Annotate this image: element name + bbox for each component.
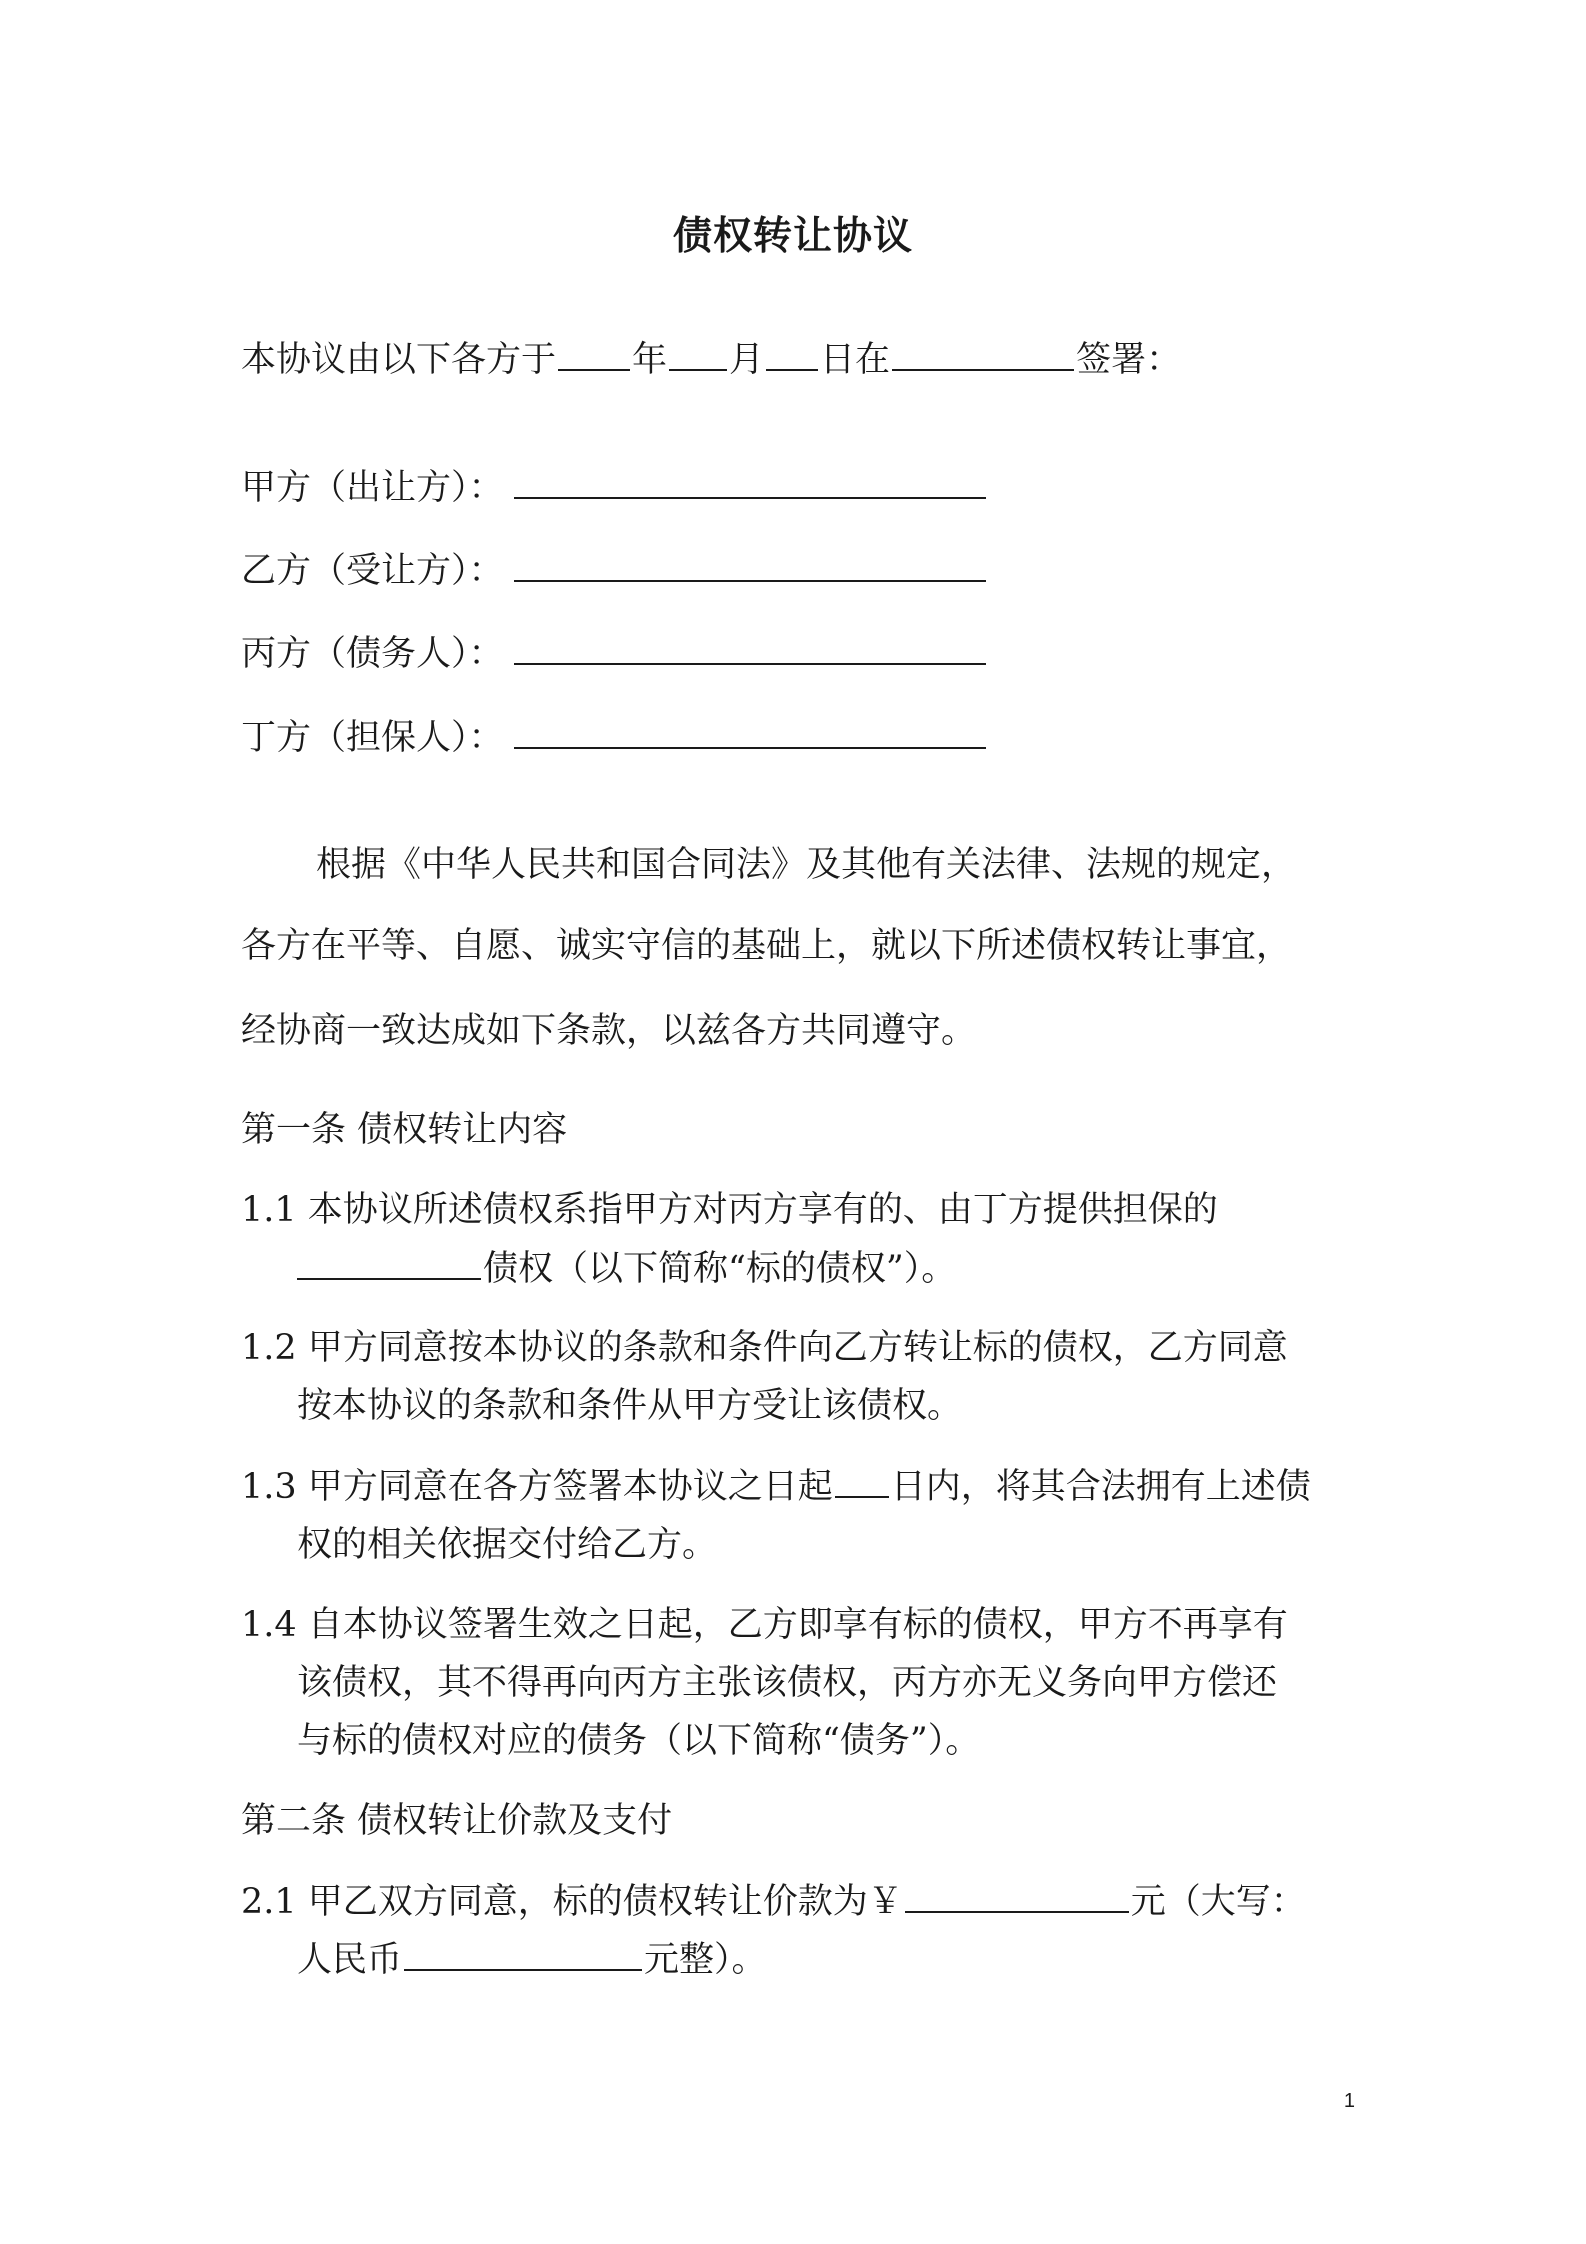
article-1-heading: 第一条 债权转让内容 [241, 1110, 568, 1150]
clause-1-3-line-2: 权的相关依据交付给乙方。 [297, 1525, 718, 1565]
party-line-b [241, 549, 986, 593]
intro-month: 月 [729, 340, 765, 380]
party-c-blank[interactable] [514, 633, 986, 665]
clause-2-1-text-d: 元整）。 [644, 1940, 767, 1980]
party-b-label: 乙方（受让方）： [241, 551, 504, 591]
clause-2-1-text-b: 元（大写： [1130, 1882, 1306, 1922]
clause-1-4-line-2: 该债权，其不得再向丙方主张该债权，丙方亦无义务向甲方偿还 [297, 1663, 1278, 1703]
preamble-line-1: 根据《中华人民共和国合同法》及其他有关法律、法规的规定， [316, 845, 1297, 885]
year-blank[interactable] [558, 339, 630, 371]
day-blank[interactable] [766, 339, 818, 371]
page-number: 1 [1343, 2090, 1355, 2112]
clause-1-3-text-b: 日内，将其合法拥有上述债 [890, 1467, 1311, 1507]
party-a-blank[interactable] [514, 467, 986, 499]
clause-1-3-text-a: 1.3 甲方同意在各方签署本协议之日起 [241, 1467, 833, 1507]
party-line-a [241, 466, 986, 510]
party-d-blank[interactable] [514, 717, 986, 749]
intro-day: 日在 [820, 340, 891, 380]
price-amount-blank[interactable] [905, 1881, 1129, 1913]
clause-1-1-line-2 [297, 1247, 956, 1291]
clause-2-1-text-a: 2.1 甲乙双方同意，标的债权转让价款为￥ [241, 1882, 903, 1922]
clause-1-3-line-1 [241, 1465, 1311, 1509]
article-2-heading: 第二条 债权转让价款及支付 [241, 1801, 673, 1841]
document-title: 债权转让协议 [672, 213, 913, 259]
preamble-line-2: 各方在平等、自愿、诚实守信的基础上，就以下所述债权转让事宜， [241, 926, 1292, 966]
intro-year: 年 [632, 340, 668, 380]
party-line-d [241, 716, 986, 760]
clause-1-1-text: 债权（以下简称“标的债权”）。 [483, 1249, 957, 1289]
clause-1-2-line-2: 按本协议的条款和条件从甲方受让该债权。 [297, 1386, 963, 1426]
party-d-label: 丁方（担保人）： [241, 718, 504, 758]
days-blank[interactable] [835, 1466, 889, 1498]
clause-1-4-line-3: 与标的债权对应的债务（以下简称“债务”）。 [297, 1721, 981, 1761]
clause-1-1-line-1: 1.1 本协议所述债权系指甲方对丙方享有的、由丁方提供担保的 [241, 1190, 1218, 1230]
preamble-line-3: 经协商一致达成如下条款，以兹各方共同遵守。 [241, 1011, 977, 1051]
party-a-label: 甲方（出让方）： [241, 468, 504, 508]
clause-2-1-text-c: 人民币 [297, 1940, 403, 1980]
intro-line [241, 338, 1181, 382]
month-blank[interactable] [669, 339, 727, 371]
party-c-label: 丙方（债务人）： [241, 634, 504, 674]
price-words-blank[interactable] [404, 1939, 642, 1971]
debt-description-blank[interactable] [297, 1248, 481, 1280]
party-b-blank[interactable] [514, 550, 986, 582]
clause-1-4-line-1: 1.4 自本协议签署生效之日起，乙方即享有标的债权，甲方不再享有 [241, 1605, 1288, 1645]
party-line-c [241, 632, 986, 676]
intro-suffix: 签署： [1076, 340, 1182, 380]
intro-prefix: 本协议由以下各方于 [241, 340, 557, 380]
clause-2-1-line-1 [241, 1880, 1306, 1924]
clause-2-1-line-2 [297, 1938, 767, 1982]
clause-1-2-line-1: 1.2 甲方同意按本协议的条款和条件向乙方转让标的债权，乙方同意 [241, 1328, 1288, 1368]
place-blank[interactable] [892, 339, 1074, 371]
